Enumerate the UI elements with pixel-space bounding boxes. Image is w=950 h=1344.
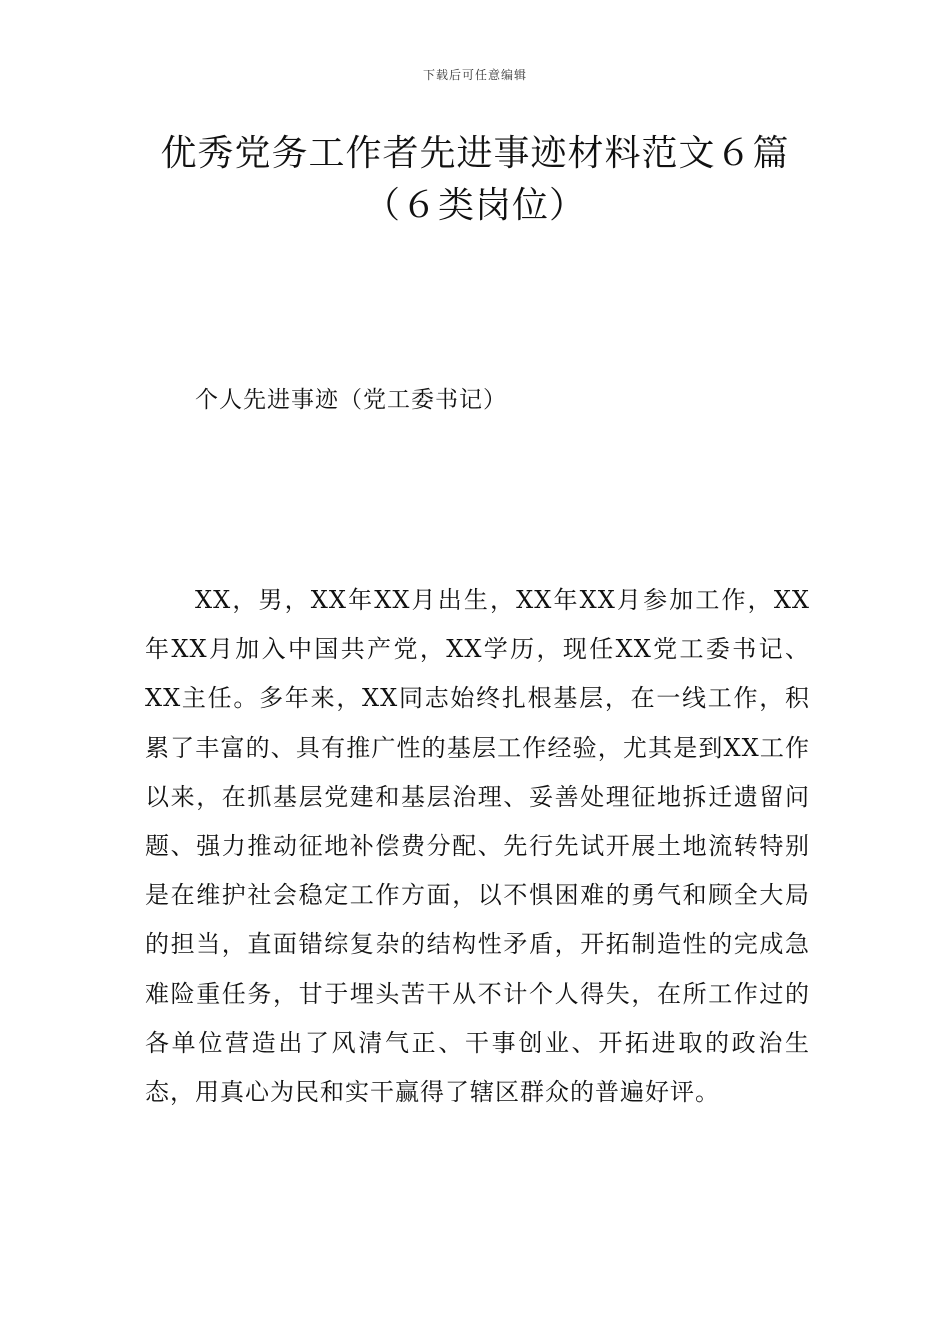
- document-title: 优秀党务工作者先进事迹材料范文６篇（６类岗位）: [160, 133, 790, 226]
- body-paragraph: XX，男，XX年XX月出生，XX年XX月参加工作，XX年XX月加入中国共产党，XX学历，现任XX党工委书记、XX主任。多年来，XX同志始终扎根基层，在一线工作，积累了丰富的、具有推广性的基层工作经验，尤其是到XX工作以来，在抓基层党建和基层治理、妥善处理征地拆迁遗留问题、强力推动征地补偿费分配、先行先试开展土地流转特别是在维护社会稳定工作方面，以不惧困难的勇气和顾全大局的担当，直面错综复杂的结构性矛盾，开拓制造性的完成急难险重任务，甘于埋头苦干从不计个人得失，在所工作过的各单位营造出了风清气正、干事创业、开拓进取的政治生态，用真心为民和实干赢得了辖区群众的普遍好评。: [145, 586, 810, 1107]
- header-note: 下载后可任意编辑: [422, 68, 527, 82]
- section-heading: 个人先进事迹（党工委书记）: [195, 387, 507, 413]
